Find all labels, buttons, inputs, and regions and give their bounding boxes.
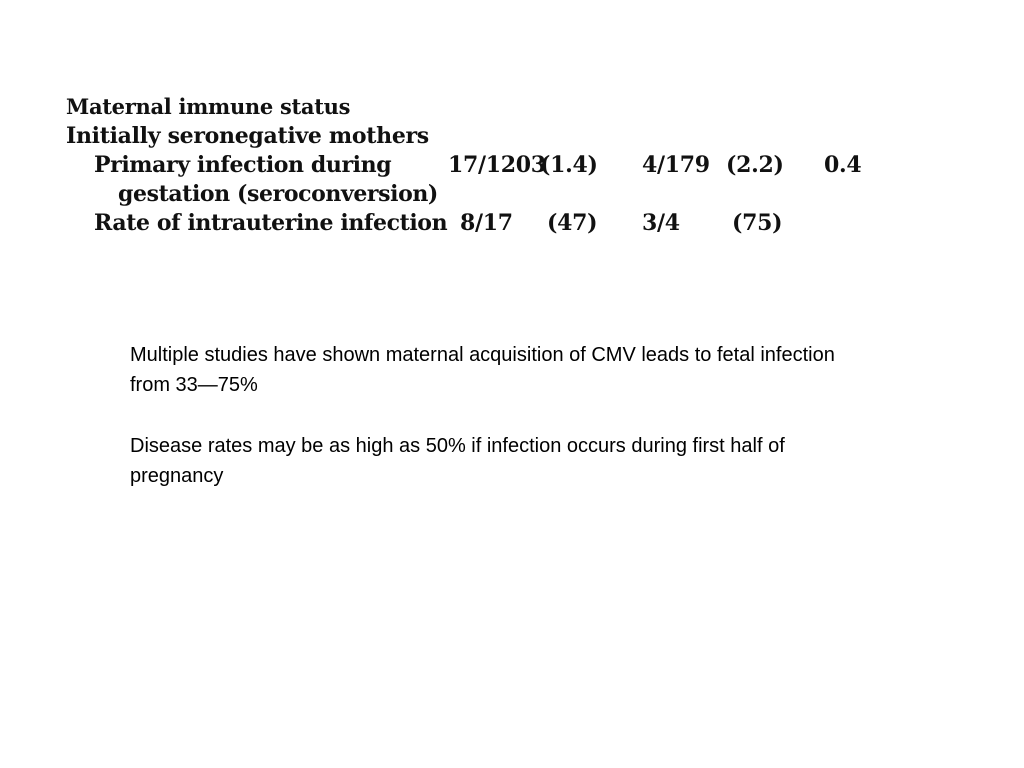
row-label-primary-infection-cont: gestation (seroconversion) xyxy=(118,181,438,207)
cell-primary-col1: 17/1203 xyxy=(448,152,546,178)
cell-intrauterine-col2-pct: (75) xyxy=(732,210,783,236)
table-section-title: Initially seronegative mothers xyxy=(66,123,429,149)
paragraph-disease-rates: Disease rates may be as high as 50% if infection occurs during first half of pregnancy xyxy=(130,435,785,487)
cell-intrauterine-col1-pct: (47) xyxy=(547,210,598,236)
cell-primary-col3: 0.4 xyxy=(824,152,862,178)
cell-intrauterine-col1: 8/17 xyxy=(460,210,513,236)
cell-primary-col1-pct: (1.4) xyxy=(540,152,598,178)
cell-primary-col2: 4/179 xyxy=(642,152,710,178)
body-text xyxy=(130,340,850,522)
row-label-primary-infection: Primary infection during xyxy=(94,152,392,178)
cell-primary-col2-pct: (2.2) xyxy=(726,152,784,178)
paragraph-fetal-infection: Multiple studies have shown maternal acquisition of CMV leads to fetal infection from 33—75% xyxy=(130,344,835,396)
scanned-table-excerpt xyxy=(66,92,866,242)
table-heading: Maternal immune status xyxy=(66,94,351,119)
row-label-intrauterine: Rate of intrauterine infection xyxy=(94,210,448,236)
cell-intrauterine-col2: 3/4 xyxy=(642,210,680,236)
